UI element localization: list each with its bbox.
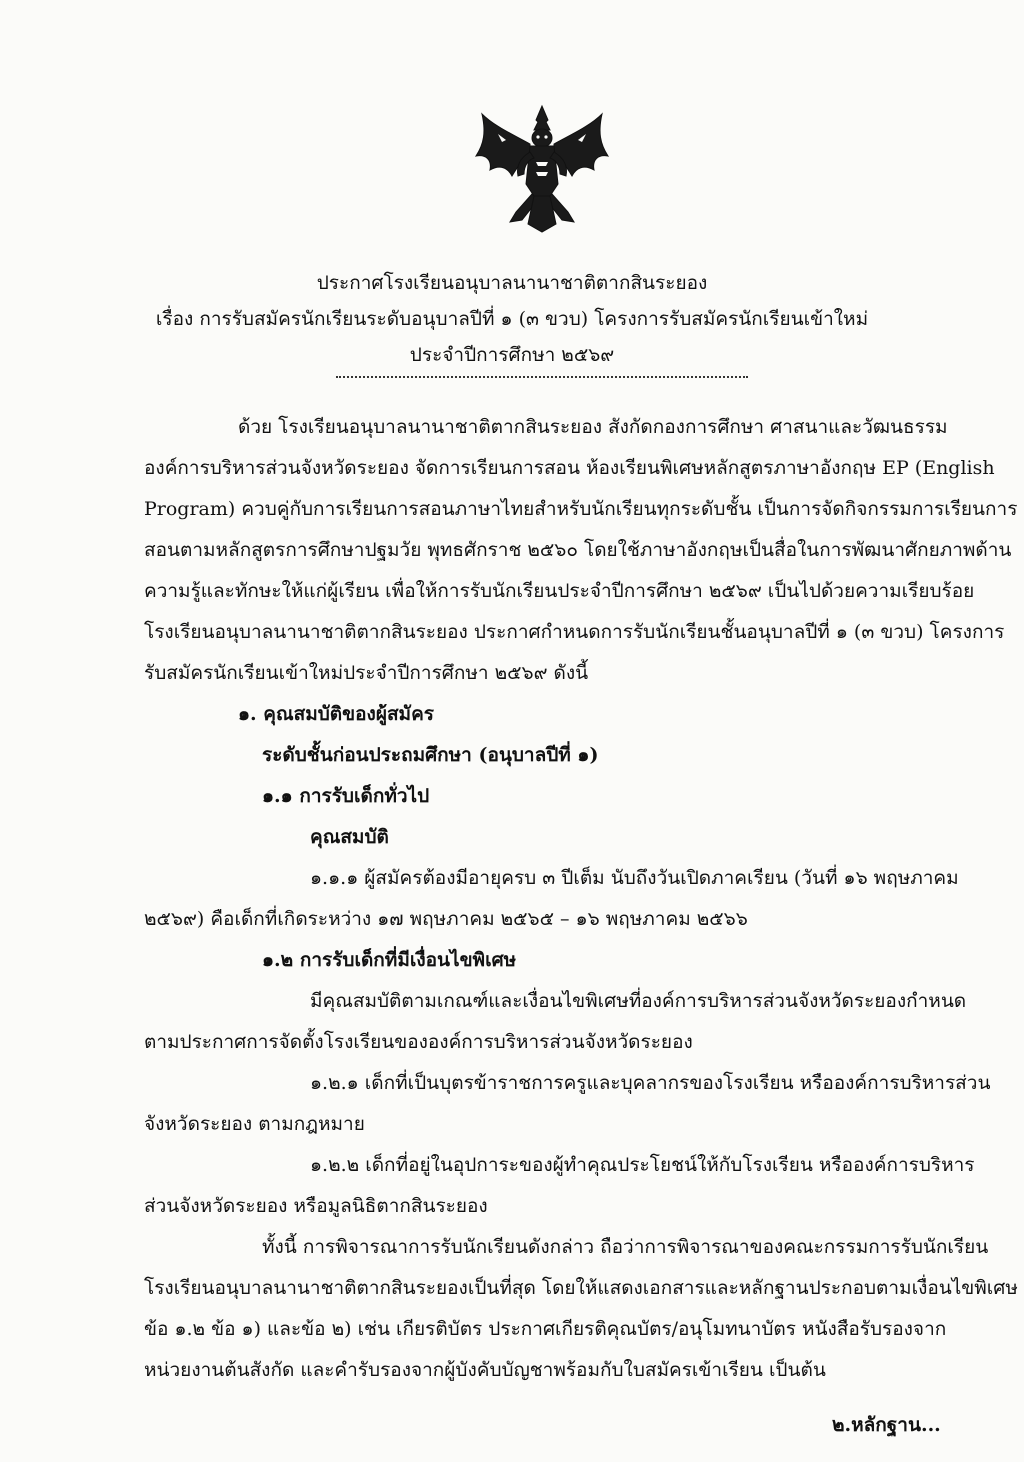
subsection-label: คุณสมบัติ [310, 826, 389, 848]
paragraph-line: โรงเรียนอนุบาลนานาชาติตากสินระยองเป็นที่สุด โดยให้แสดงเอกสารและหลักฐานประกอบตามเงื่อนไขพิเศษ [144, 1277, 1018, 1299]
subsection-heading: ๑.๒ การรับเด็กที่มีเงื่อนไขพิเศษ [262, 949, 517, 971]
section-subheading: ระดับชั้นก่อนประถมศึกษา (อนุบาลปีที่ ๑) [262, 744, 599, 766]
section-heading: ๑. คุณสมบัติของผู้สมัคร [238, 703, 434, 725]
announcement-subject: เรื่อง การรับสมัครนักเรียนระดับอนุบาลปีที่ ๑ (๓ ขวบ) โครงการรับสมัครนักเรียนเข้าใหม่ [155, 308, 869, 330]
subsection-heading: ๑.๑ การรับเด็กทั่วไป [262, 785, 430, 807]
paragraph-line: จังหวัดระยอง ตามกฎหมาย [144, 1113, 365, 1135]
paragraph-line: ทั้งนี้ การพิจารณาการรับนักเรียนดังกล่าว ถือว่าการพิจารณาของคณะกรรมการรับนักเรียน [262, 1236, 989, 1258]
paragraph-line: รับสมัครนักเรียนเข้าใหม่ประจำปีการศึกษา ๒๕๖๙ ดังนี้ [144, 662, 589, 684]
paragraph-line: ๒๕๖๙) คือเด็กที่เกิดระหว่าง ๑๗ พฤษภาคม ๒๕๖๕ – ๑๖ พฤษภาคม ๒๕๖๖ [144, 908, 748, 930]
garuda-emblem [472, 104, 612, 234]
paragraph-line: ส่วนจังหวัดระยอง หรือมูลนิธิตากสินระยอง [144, 1195, 488, 1217]
paragraph-line: หน่วยงานต้นสังกัด และคำรับรองจากผู้บังคับบัญชาพร้อมกับใบสมัครเข้าเรียน เป็นต้น [144, 1359, 826, 1381]
paragraph-line: มีคุณสมบัติตามเกณฑ์และเงื่อนไขพิเศษที่องค์การบริหารส่วนจังหวัดระยองกำหนด [310, 990, 967, 1012]
paragraph-line: สอนตามหลักสูตรการศึกษาปฐมวัย พุทธศักราช ๒๕๖๐ โดยใช้ภาษาอังกฤษเป็นสื่อในการพัฒนาศักยภาพด้าน [144, 539, 1012, 561]
paragraph-line: Program) ควบคู่กับการเรียนการสอนภาษาไทยสำหรับนักเรียนทุกระดับชั้น เป็นการจัดกิจกรรมการเรียนการ [144, 498, 1018, 520]
dotted-divider [336, 376, 748, 378]
paragraph-line: ด้วย โรงเรียนอนุบาลนานาชาติตากสินระยอง สังกัดกองการศึกษา ศาสนาและวัฒนธรรม [238, 416, 948, 438]
paragraph-line: โรงเรียนอนุบาลนานาชาติตากสินระยอง ประกาศกำหนดการรับนักเรียนชั้นอนุบาลปีที่ ๑ (๓ ขวบ) โครงการ [144, 621, 1005, 643]
paragraph-line: ๑.๒.๒ เด็กที่อยู่ในอุปการะของผู้ทำคุณประโยชน์ให้กับโรงเรียน หรือองค์การบริหาร [310, 1154, 975, 1176]
paragraph-line: องค์การบริหารส่วนจังหวัดระยอง จัดการเรียนการสอน ห้องเรียนพิเศษหลักสูตรภาษาอังกฤษ EP (English [144, 457, 995, 479]
paragraph-line: ๑.๒.๑ เด็กที่เป็นบุตรข้าราชการครูและบุคลากรของโรงเรียน หรือองค์การบริหารส่วน [310, 1072, 991, 1094]
paragraph-line: ข้อ ๑.๒ ข้อ ๑) และข้อ ๒) เช่น เกียรติบัตร ประกาศเกียรติคุณบัตร/อนุโมทนาบัตร หนังสือรับรองจาก [144, 1318, 947, 1340]
announcement-year: ประจำปีการศึกษา ๒๕๖๙ [409, 344, 615, 366]
page-continuation: ๒.หลักฐาน... [832, 1414, 941, 1436]
paragraph-line: ความรู้และทักษะให้แก่ผู้เรียน เพื่อให้การรับนักเรียนประจำปีการศึกษา ๒๕๖๙ เป็นไปด้วยความเรียบร้อย [144, 580, 975, 602]
paragraph-line: ๑.๑.๑ ผู้สมัครต้องมีอายุครบ ๓ ปีเต็ม นับถึงวันเปิดภาคเรียน (วันที่ ๑๖ พฤษภาคม [310, 867, 959, 889]
announcement-title: ประกาศโรงเรียนอนุบาลนานาชาติตากสินระยอง [316, 272, 708, 294]
paragraph-line: ตามประกาศการจัดตั้งโรงเรียนขององค์การบริหารส่วนจังหวัดระยอง [144, 1031, 693, 1053]
